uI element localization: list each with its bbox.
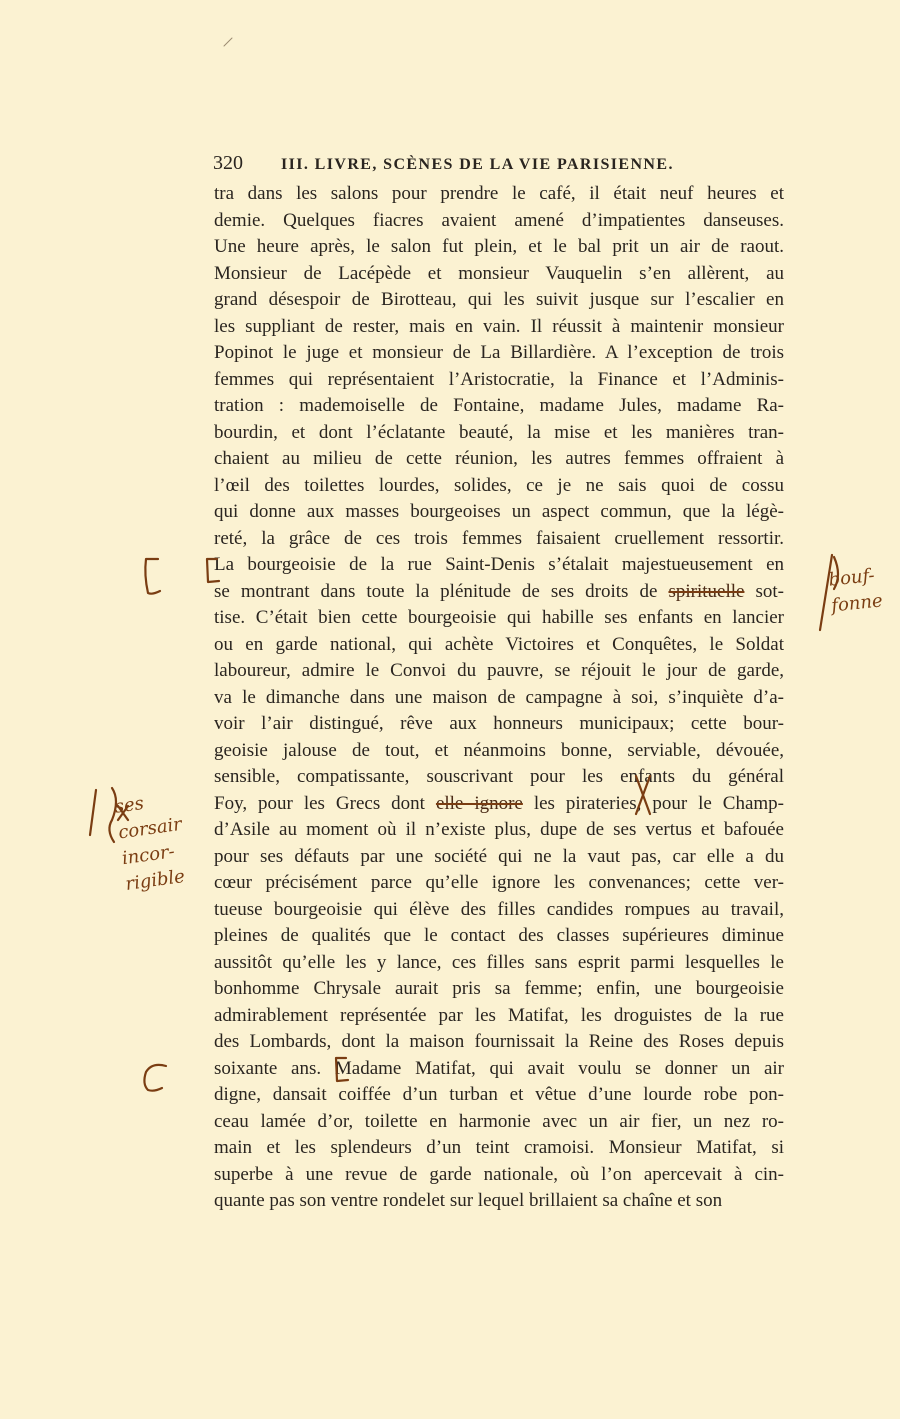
text-line: demie. Quelques fiacres avaient amené d’impatientes danseuses. xyxy=(214,209,784,231)
text-line: les suppliant de rester, mais en vain. Il réussit à maintenir monsieur xyxy=(214,315,784,337)
text-line: superbe à une revue de garde nationale, où l’on apercevait à cin- xyxy=(214,1163,784,1185)
struck-word: elle ignore xyxy=(435,792,523,814)
text-fragment: les pirateries, xyxy=(533,792,642,814)
text-line: soixante ans. Madame Matifat, qui avait voulu se donner un air xyxy=(214,1057,784,1079)
paragraph-bracket-mark xyxy=(138,555,168,600)
note-line: fonne xyxy=(830,590,884,617)
text-fragment: Foy, pour les Grecs dont xyxy=(214,792,425,814)
text-line: laboureur, admire le Convoi du pauvre, se réjouit le jour de garde, xyxy=(214,660,784,681)
text-line: aussitôt qu’elle les y lance, ces filles sans esprit parmi lesquelles le xyxy=(214,951,784,973)
right-margin-note xyxy=(827,562,883,619)
text-line: voir l’air distingué, rêve aux honneurs municipaux; cette bour- xyxy=(214,713,784,734)
text-line: quante pas son ventre rondelet sur lequel brillaient sa chaîne et son xyxy=(214,1190,723,1211)
text-line: va le dimanche dans une maison de campagne à soi, s’inquiète d’a- xyxy=(214,686,784,708)
text-line: tise. C’était bien cette bourgeoisie qui habille ses enfants en lancier xyxy=(214,607,784,628)
text-line: tra dans les salons pour prendre le café, il était neuf heures et xyxy=(214,183,784,204)
text-line-with-correction xyxy=(214,579,784,606)
text-line: Popinot le juge et monsieur de La Billardière. A l’exception de trois xyxy=(214,342,784,363)
text-line: qui donne aux masses bourgeoises un aspect commun, que la légè- xyxy=(214,501,784,522)
text-line: ceau lamée d’or, toilette en harmonie avec un air fier, un nez ro- xyxy=(214,1110,784,1132)
text-line: chaient au milieu de cette réunion, les autres femmes offraient à xyxy=(214,448,784,469)
note-line: incor- xyxy=(120,841,176,870)
text-line: des Lombards, dont la maison fournissait la Reine des Roses depuis xyxy=(214,1031,784,1052)
text-line: l’œil des toilettes lourdes, solides, ce je ne sais quoi de cossu xyxy=(214,474,784,496)
text-line: digne, dansait coiffée d’un turban et vêtue d’une lourde robe pon- xyxy=(214,1084,784,1105)
running-head xyxy=(213,152,783,175)
text-line: d’Asile au moment où il n’existe plus, dupe de ses vertus et bafouée xyxy=(214,819,784,840)
note-line: ses xyxy=(113,792,146,818)
insert-caret-mark xyxy=(630,770,656,820)
text-line: reté, la grâce de ces trois femmes faisaient cruellement ressortir. xyxy=(214,527,784,549)
text-fragment: sot- xyxy=(755,580,784,602)
text-line: tueuse bourgeoisie qui élève des filles candides rompues au travail, xyxy=(214,898,784,920)
note-line: bouf- xyxy=(827,565,876,591)
text-line: ou en garde national, qui achète Victoires et Conquêtes, le Soldat xyxy=(214,633,784,655)
text-fragment: se montrant dans toute la plénitude de ses droits de xyxy=(214,580,658,602)
text-line: pour ses défauts par une société qui ne la vaut pas, car elle a du xyxy=(214,845,784,867)
text-line: main et les splendeurs d’un teint cramoisi. Monsieur Matifat, si xyxy=(214,1137,784,1158)
note-line: rigible xyxy=(124,865,187,895)
paragraph-bracket-mark xyxy=(138,1060,172,1094)
text-line: cœur précisément parce qu’elle ignore les convenances; cette ver- xyxy=(214,872,784,893)
paragraph-insert-mark xyxy=(203,556,223,586)
paragraph-insert-mark xyxy=(332,1055,352,1085)
text-line-with-correction xyxy=(214,791,784,818)
text-line: Monsieur de Lacépède et monsieur Vauquelin s’en allèrent, au xyxy=(214,262,784,284)
text-line: grand désespoir de Birotteau, qui les suivit jusque sur l’escalier en xyxy=(214,289,784,310)
text-line: tration : mademoiselle de Fontaine, madame Jules, madame Ra- xyxy=(214,395,784,416)
text-line: admirablement représentée par les Matifat, les droguistes de la rue xyxy=(214,1004,784,1026)
struck-word: spirituelle xyxy=(668,580,745,602)
stray-mark xyxy=(222,36,234,48)
running-title: III. LIVRE, SCÈNES DE LA VIE PARISIENNE. xyxy=(281,156,674,173)
text-line: La bourgeoisie de la rue Saint-Denis s’étalait majestueusement en xyxy=(214,554,784,575)
page-number: 320 xyxy=(213,152,243,174)
text-line: geoisie jalouse de tout, et néanmoins bonne, serviable, dévouée, xyxy=(214,739,784,761)
note-line: corsair xyxy=(116,813,184,844)
text-line: bonhomme Chrysale aurait pris sa femme; enfin, une bourgeoisie xyxy=(214,978,784,999)
text-line: sensible, compatissante, souscrivant pour les enfants du général xyxy=(214,766,784,787)
body-text xyxy=(214,181,784,1215)
left-margin-note xyxy=(113,786,191,898)
text-line: femmes qui représentaient l’Aristocratie, la Finance et l’Adminis- xyxy=(214,368,784,390)
text-line: pleines de qualités que le contact des classes supérieures diminue xyxy=(214,925,784,946)
text-fragment: pour le Champ- xyxy=(652,792,785,814)
text-line: Une heure après, le salon fut plein, et le bal prit un air de raout. xyxy=(214,236,784,257)
text-line: bourdin, et dont l’éclatante beauté, la mise et les manières tran- xyxy=(214,421,784,443)
